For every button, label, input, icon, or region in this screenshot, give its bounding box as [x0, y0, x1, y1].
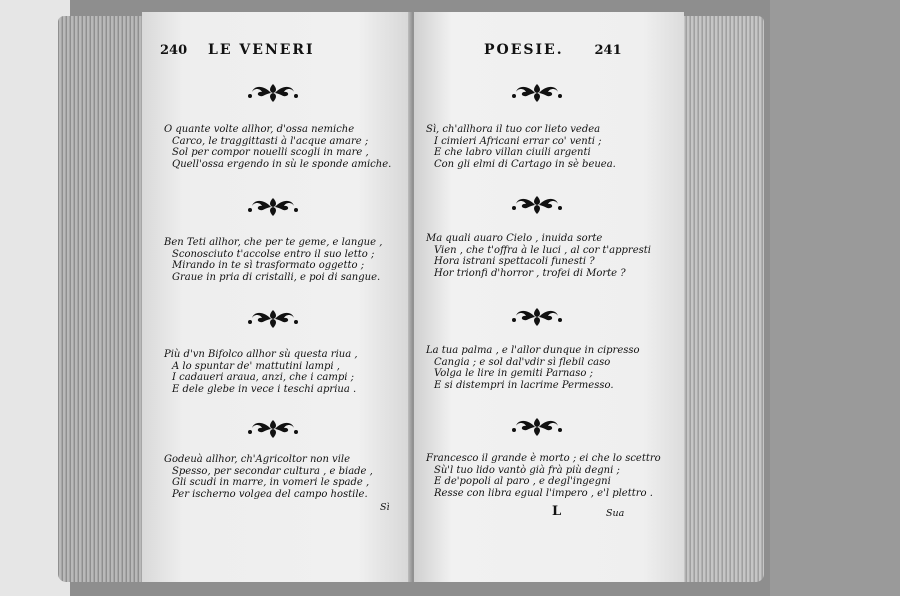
right-catchword: Sua	[606, 508, 625, 519]
fleuron-ornament-icon	[246, 82, 300, 104]
signature-mark: L	[552, 504, 562, 519]
verse-line: Sconosciuto t'accolse entro il suo letto ;	[172, 248, 375, 260]
verse-line: Quell'ossa ergendo in sù le sponde amiche.	[172, 158, 392, 170]
verse-line: A lo spuntar de' mattutini lampi ,	[172, 360, 340, 372]
verse-line: O quante volte allhor, d'ossa nemiche	[164, 124, 355, 135]
right-stanza-2	[426, 233, 651, 279]
left-head-title: LE VENERI	[208, 42, 315, 58]
verse-line: E de'popoli al paro , e degl'ingegni	[434, 476, 611, 487]
verse-line: E si distempri in lacrime Permesso.	[434, 379, 614, 391]
verse-line: Hor trionfi d'horror , trofei di Morte ?	[434, 267, 626, 279]
verse-line: Graue in pria di cristalli, e poi di sangue.	[172, 271, 381, 283]
fleuron-ornament-icon	[246, 196, 300, 218]
verse-line: Volga le lire in gemiti Parnaso ;	[434, 368, 593, 379]
verse-line: E che labro villan ciuili argenti	[434, 147, 591, 158]
verse-line: Ma quali auaro Cielo , inuida sorte	[426, 233, 603, 244]
verse-line: I cadaueri araua, anzi, che i campi ;	[172, 372, 354, 383]
right-page	[414, 12, 684, 582]
background-right	[770, 0, 900, 596]
verse-line: Hora istrani spettacoli funesti ?	[434, 256, 595, 267]
right-folio: 241	[594, 43, 622, 58]
verse-line: Sì, ch'allhora il tuo cor lieto vedea	[426, 124, 601, 135]
verse-line: Vien , che t'offra à le luci , al cor t'appresti	[434, 244, 651, 256]
open-book	[58, 12, 766, 587]
verse-line: Spesso, per secondar cultura , e biade ,	[172, 465, 373, 477]
verse-line: Resse con libra egual l'impero , e'l plettro .	[434, 487, 653, 499]
left-stanza-4	[164, 454, 373, 500]
right-stanza-3	[426, 345, 640, 391]
left-stanza-2	[164, 237, 382, 283]
verse-line: E dele glebe in vece i teschi apriua .	[172, 383, 357, 395]
left-folio: 240	[160, 43, 188, 58]
verse-line: Sol per compor nouelli scogli in mare ,	[172, 147, 369, 158]
verse-line: I cimieri Africani errar co' venti ;	[434, 135, 602, 147]
right-page-edges	[682, 16, 764, 582]
verse-line: Godeuà allhor, ch'Agricoltor non vile	[164, 454, 351, 465]
left-running-head	[160, 42, 315, 58]
fleuron-ornament-icon	[510, 416, 564, 438]
verse-line: Cangia ; e sol dal'vdir sì flebil caso	[434, 356, 611, 368]
fleuron-ornament-icon	[510, 194, 564, 216]
verse-line: Francesco il grande è morto ; ei che lo scettro	[426, 453, 661, 464]
right-stanza-4	[426, 453, 661, 499]
fleuron-ornament-icon	[246, 308, 300, 330]
fleuron-ornament-icon	[510, 306, 564, 328]
verse-line: Gli scudi in marre, in vomeri le spade ,	[172, 477, 370, 488]
fleuron-ornament-icon	[510, 82, 564, 104]
left-stanza-1	[164, 124, 391, 170]
verse-line: La tua palma , e l'allor dunque in cipresso	[426, 345, 640, 356]
verse-line: Più d'vn Bifolco allhor sù questa riua ,	[164, 349, 358, 360]
verse-line: Ben Teti allhor, che per te geme, e langue ,	[164, 237, 383, 248]
verse-line: Con gli elmi di Cartago in sè beuea.	[434, 158, 616, 170]
verse-line: Mirando in te sì trasformato oggetto ;	[172, 260, 365, 271]
right-head-title: POESIE.	[484, 42, 564, 58]
verse-line: Per ischerno volgea del campo hostile.	[172, 488, 368, 500]
fleuron-ornament-icon	[246, 418, 300, 440]
right-running-head	[484, 42, 622, 58]
left-stanza-3	[164, 349, 358, 395]
left-catchword: Sì	[380, 502, 390, 513]
verse-line: Sù'l tuo lido vantò già frà più degni ;	[434, 464, 620, 476]
verse-line: Carco, le traggittasti à l'acque amare ;	[172, 135, 369, 147]
left-page-edges	[58, 16, 144, 582]
right-stanza-1	[426, 124, 616, 170]
left-page	[142, 12, 412, 582]
